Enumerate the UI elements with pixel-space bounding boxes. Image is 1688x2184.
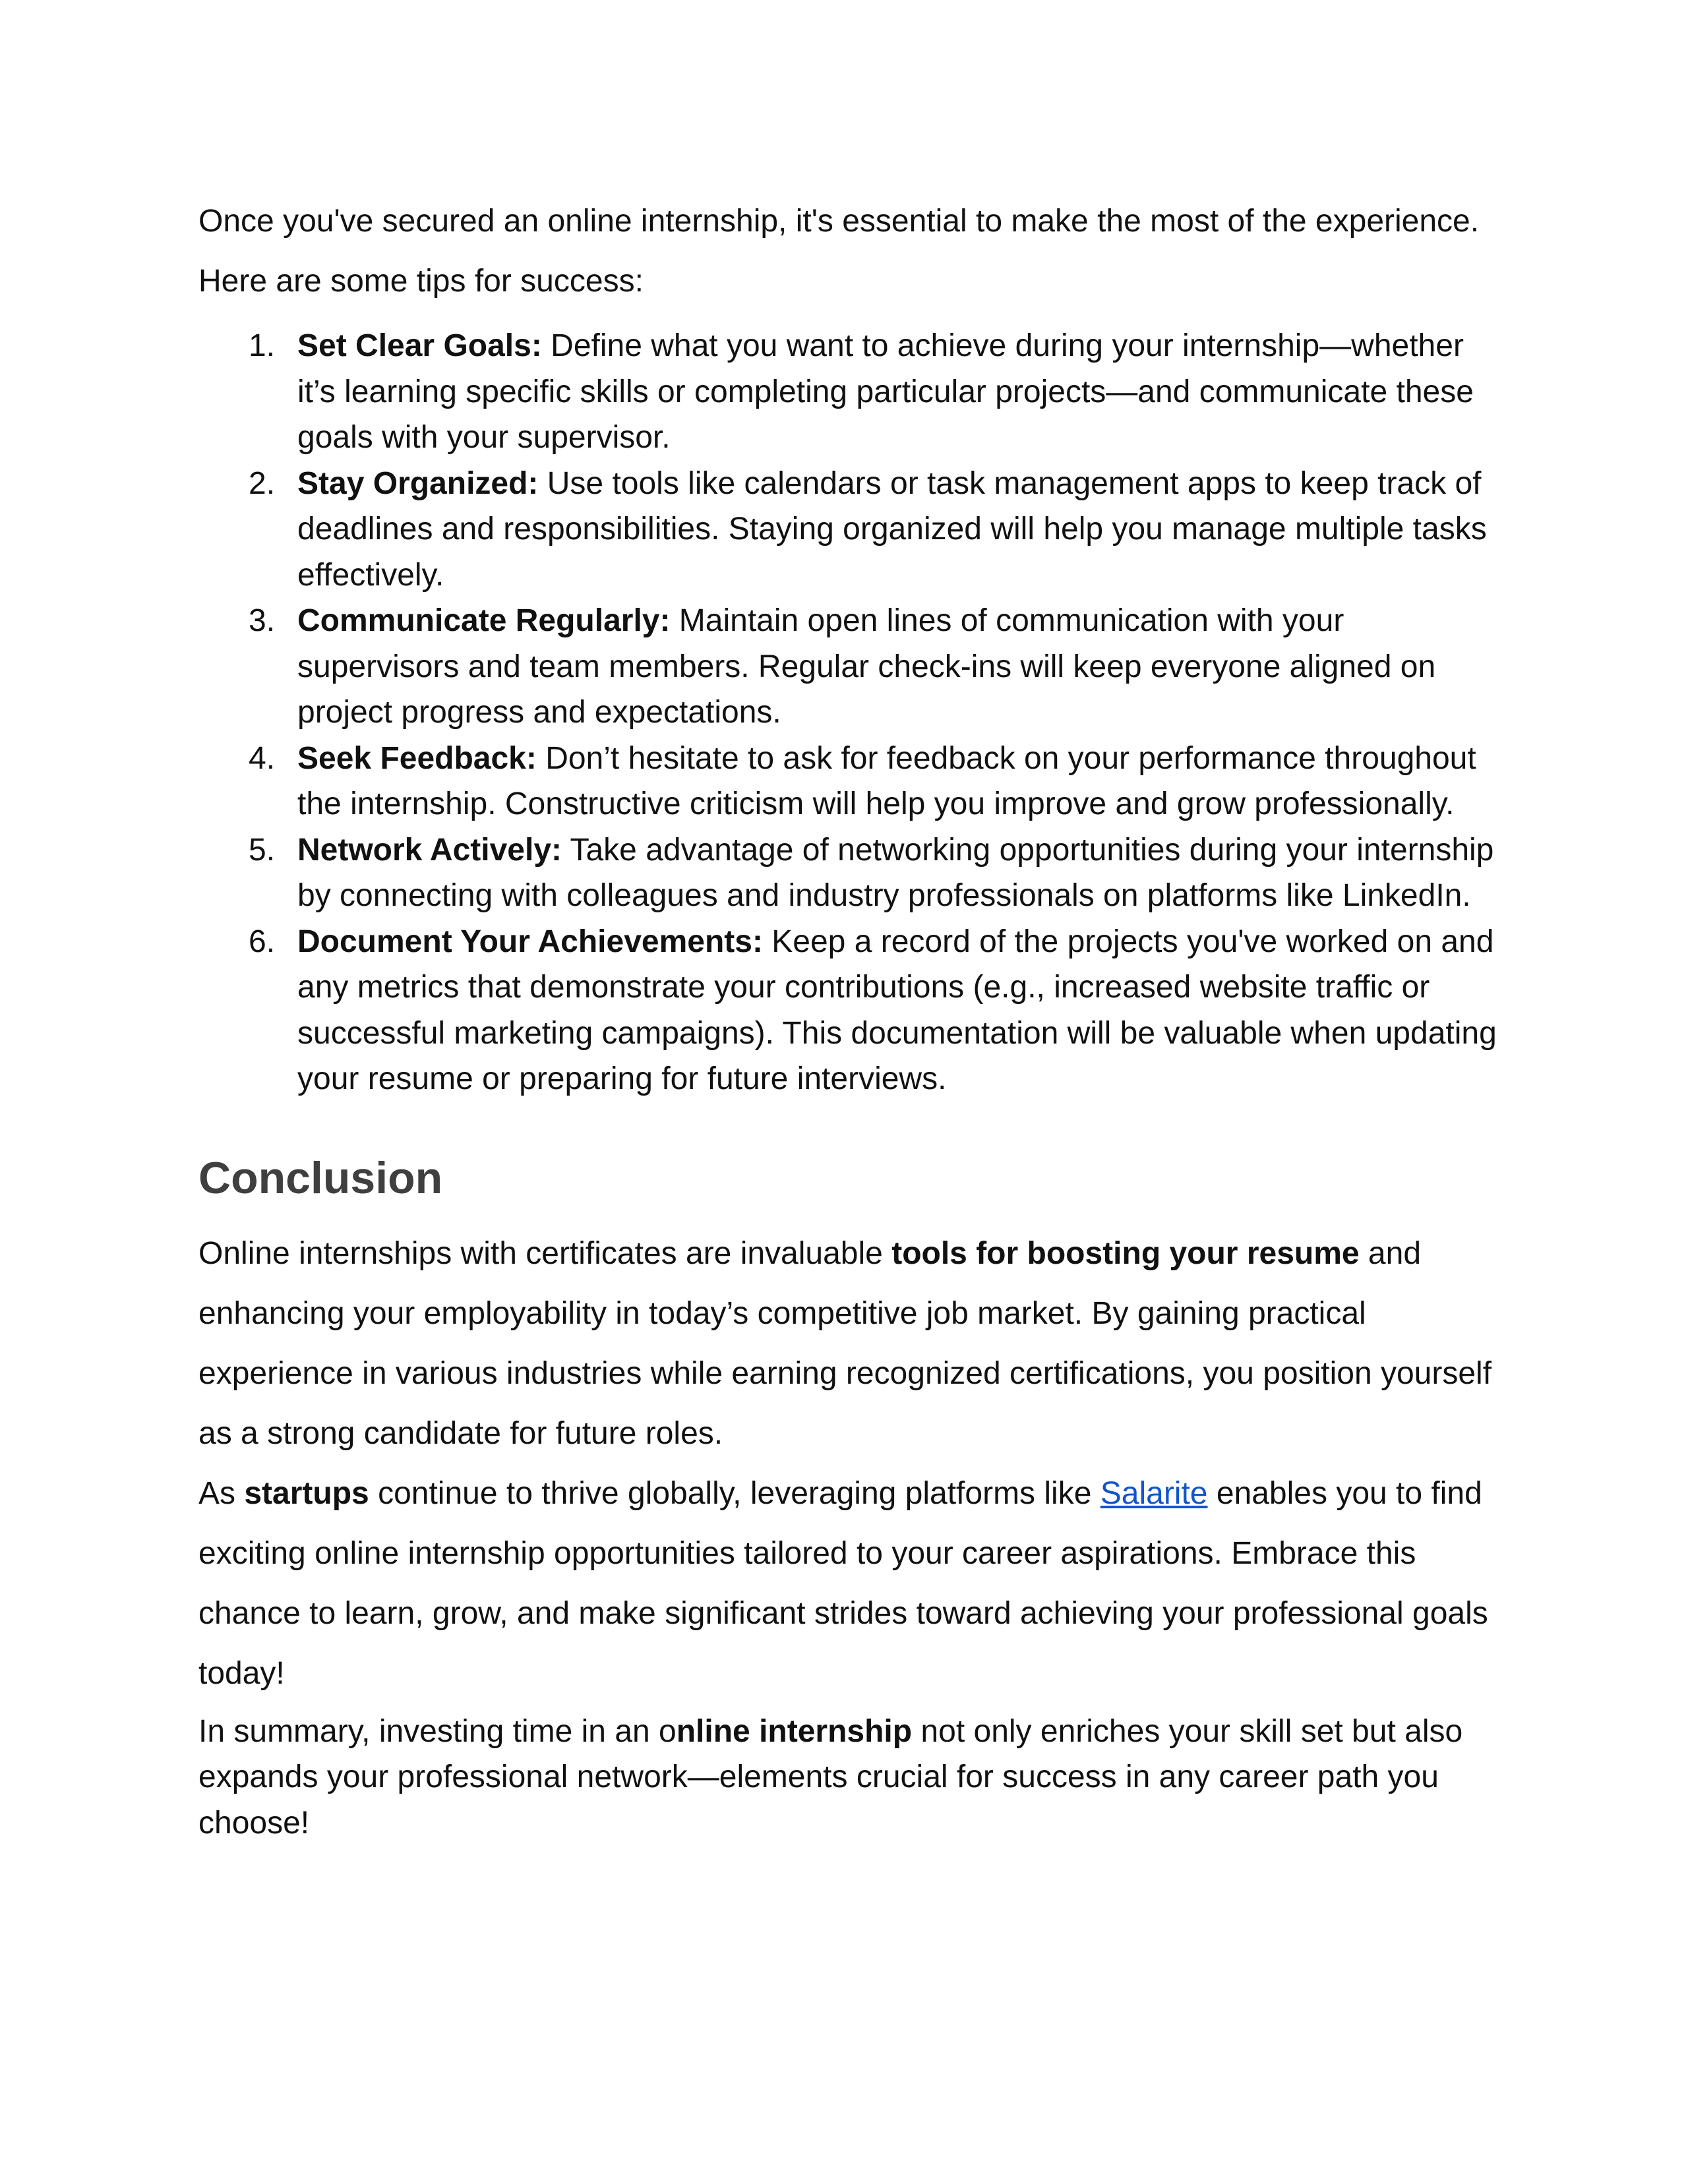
document-page	[198, 191, 1511, 1846]
tip-title: Network Actively:	[297, 832, 562, 868]
tip-number: 1.	[249, 328, 276, 363]
tip-title: Communicate Regularly:	[297, 603, 671, 638]
tip-item-seek-feedback	[198, 736, 1511, 827]
intro-paragraph: Once you've secured an online internship, it's essential to make the most of the experience. Here are some tips for success:	[198, 204, 1480, 299]
paragraph-text: continue to thrive globally, leveraging platforms like	[369, 1475, 1100, 1511]
summary-paragraph	[198, 1709, 1511, 1846]
tip-text: Keep a record of the projects you've worked on and any metrics that demonstrate your contributions (e.g., increased website traffic or successful marketing campaigns). This documentation will be valuable when updating your resume or preparing for future interviews.	[297, 924, 1497, 1096]
conclusion-paragraph-2	[198, 1463, 1511, 1703]
tip-item-stay-organized	[198, 461, 1511, 599]
conclusion-heading: Conclusion	[198, 1152, 443, 1203]
tip-text: Define what you want to achieve during your internship—whether it’s learning specific skills or completing particular projects—and communicate these goals with your supervisor.	[297, 328, 1474, 455]
tip-item-document-achievements	[198, 919, 1511, 1102]
bold-phrase: startups	[244, 1475, 369, 1511]
conclusion-paragraph-1	[198, 1224, 1511, 1463]
paragraph-text: In summary, investing time in an o	[198, 1713, 677, 1749]
tip-number: 5.	[249, 832, 276, 868]
paragraph-text: and enhancing your employability in today’s competitive job market. By gaining practical experience in various industries while earning recognized certifications, you position yourself as a strong candidate for future roles.	[198, 1235, 1492, 1451]
paragraph-text: enables you to find exciting online internship opportunities tailored to your career aspirations. Embrace this chance to learn, grow, and make significant strides toward achieving your professional goals today!	[198, 1475, 1488, 1691]
salarite-link[interactable]: Salarite	[1100, 1475, 1208, 1511]
tip-number: 4.	[249, 740, 276, 776]
tip-item-communicate-regularly	[198, 598, 1511, 736]
tips-list	[198, 323, 1511, 1102]
paragraph-text: Online internships with certificates are invaluable	[198, 1235, 892, 1271]
tip-number: 3.	[249, 603, 276, 638]
paragraph-text: As	[198, 1475, 245, 1511]
tip-item-set-clear-goals	[198, 323, 1511, 461]
tip-text: Maintain open lines of communication with your supervisors and team members. Regular check-ins will keep everyone aligned on project progress and expectations.	[297, 603, 1436, 730]
tip-title: Set Clear Goals:	[297, 328, 542, 363]
bold-phrase: tools for boosting your resume	[891, 1235, 1360, 1271]
tip-title: Document Your Achievements:	[297, 924, 763, 959]
tip-title: Seek Feedback:	[297, 740, 537, 776]
tip-title: Stay Organized:	[297, 465, 539, 501]
bold-phrase: nline internship	[676, 1713, 913, 1749]
tip-item-network-actively	[198, 827, 1511, 919]
tip-text: Use tools like calendars or task management apps to keep track of deadlines and responsibilities. Staying organized will help you manage multiple tasks effectively.	[297, 465, 1487, 593]
tip-text: Don’t hesitate to ask for feedback on your performance throughout the internship. Constructive criticism will help you improve and grow professionally.	[297, 740, 1476, 821]
tip-number: 2.	[249, 465, 276, 501]
tip-number: 6.	[249, 924, 276, 959]
tip-text: Take advantage of networking opportunities during your internship by connecting with colleagues and industry professionals on platforms like LinkedIn.	[297, 832, 1494, 913]
paragraph-text: not only enriches your skill set but also expands your professional network—elements crucial for success in any career path you choose!	[198, 1713, 1463, 1841]
